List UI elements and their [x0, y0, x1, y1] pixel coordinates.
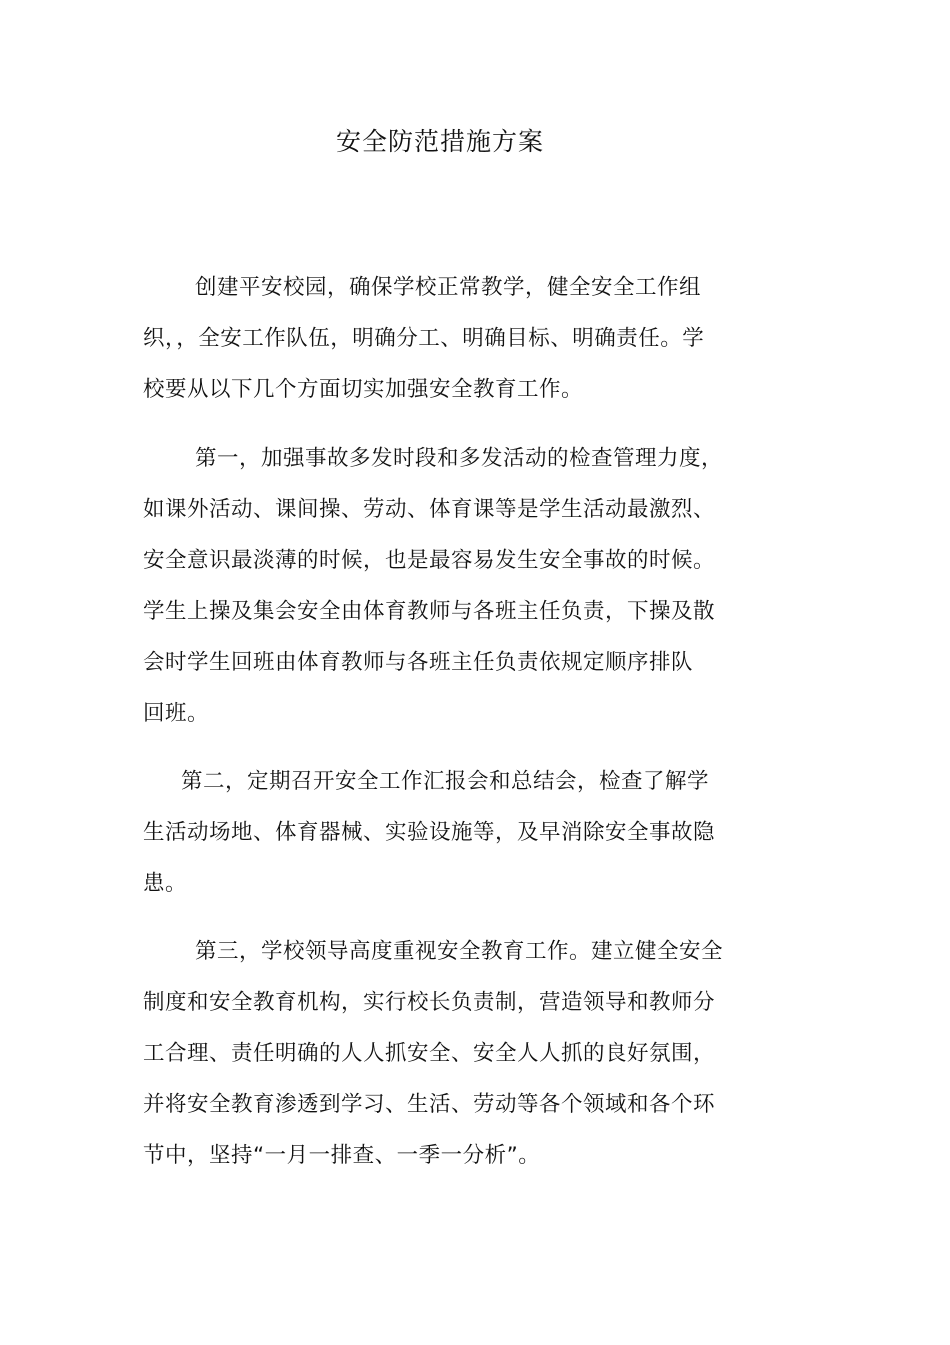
paragraph-first [143, 433, 748, 739]
paragraph-third [143, 926, 748, 1181]
paragraph-line: 生活动场地、体育器械、实验设施等，及早消除安全事故隐 [143, 820, 716, 845]
paragraph-line: 创建平安校园，确保学校正常教学，健全安全工作组 [195, 275, 702, 300]
document-title: 安全防范措施方案 [335, 127, 544, 156]
paragraph-line: 第一，加强事故多发时段和多发活动的检查管理力度， [195, 446, 724, 471]
paragraph-line: 安全意识最淡薄的时候，也是最容易发生安全事故的时候。 [143, 548, 716, 573]
paragraph-intro [143, 262, 748, 415]
paragraph-line: 会时学生回班由体育教师与各班主任负责依规定顺序排队 [143, 650, 694, 675]
paragraph-line: 回班。 [143, 701, 210, 726]
paragraph-line: 节中，坚持“一月一排查、一季一分析”。 [143, 1143, 541, 1168]
paragraph-line: 学生上操及集会安全由体育教师与各班主任负责，下操及散 [143, 599, 716, 624]
paragraph-line: 并将安全教育渗透到学习、生活、劳动等各个领域和各个环 [143, 1092, 716, 1117]
paragraph-line: 织，，全安工作队伍，明确分工、明确目标、明确责任。学 [143, 326, 705, 351]
paragraph-line: 第三，学校领导高度重视安全教育工作。建立健全安全 [195, 939, 724, 964]
paragraph-second [143, 756, 748, 909]
paragraph-line: 工合理、责任明确的人人抓安全、安全人人抓的良好氛围， [143, 1041, 716, 1066]
paragraph-line: 校要从以下几个方面切实加强安全教育工作。 [143, 377, 584, 402]
paragraph-line: 第二，定期召开安全工作汇报会和总结会，检查了解学 [181, 769, 710, 794]
paragraph-line: 如课外活动、课间操、劳动、体育课等是学生活动最激烈、 [143, 497, 716, 522]
paragraph-line: 患。 [143, 871, 188, 896]
paragraph-line: 制度和安全教育机构，实行校长负责制，营造领导和教师分 [143, 990, 716, 1015]
